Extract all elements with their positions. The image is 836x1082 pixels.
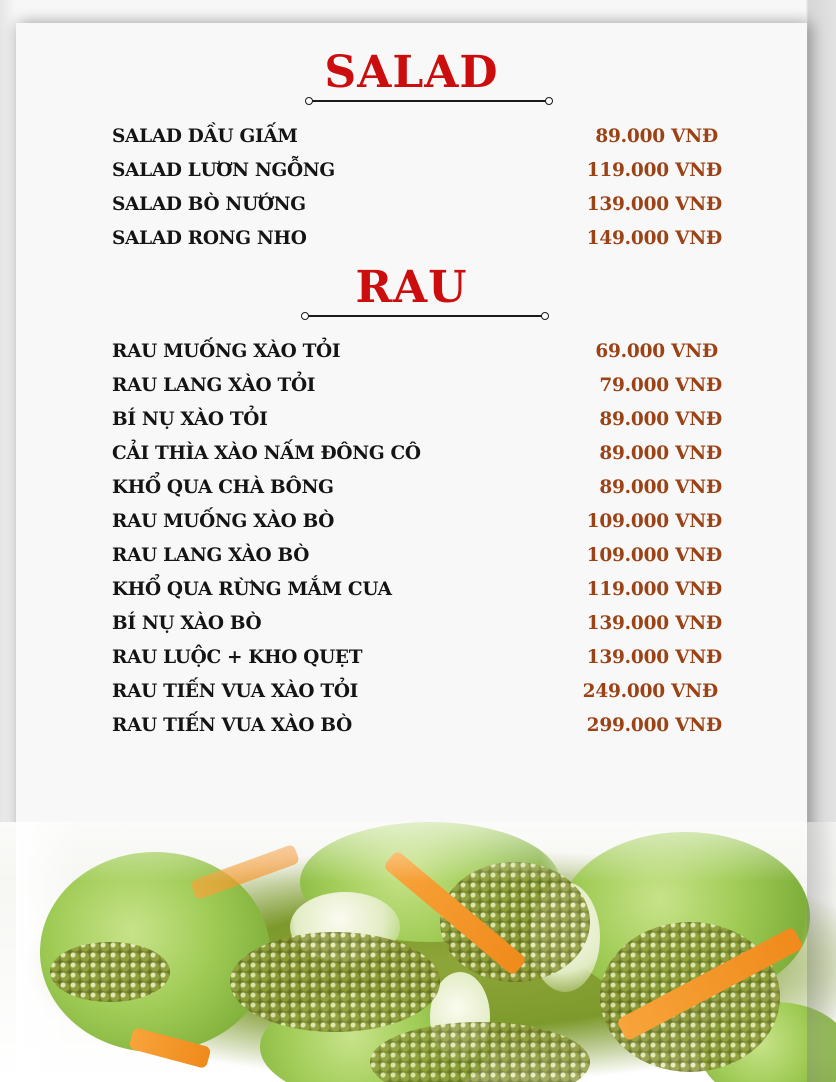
item-price: 109.000 VNĐ: [586, 545, 722, 566]
item-price: 139.000 VNĐ: [586, 647, 722, 668]
item-price: 299.000 VNĐ: [586, 715, 722, 736]
item-name: RAU MUỐNG XÀO BÒ: [112, 511, 335, 532]
item-name: SALAD DẦU GIẤM: [112, 126, 298, 147]
item-price: 89.000 VNĐ: [595, 126, 718, 147]
salad-item-list: [112, 123, 732, 259]
menu-item: [112, 157, 732, 191]
rau-item-list: [112, 338, 732, 746]
sea-grape-cluster: [50, 942, 170, 1002]
menu-item: [112, 678, 732, 712]
menu-item: [112, 123, 732, 157]
card-shadow: [807, 822, 836, 1082]
menu-item: [112, 225, 732, 259]
menu-item: [112, 644, 732, 678]
menu-item: [112, 508, 732, 542]
item-price: 119.000 VNĐ: [586, 160, 722, 181]
item-price: 149.000 VNĐ: [586, 228, 722, 249]
item-price: 119.000 VNĐ: [586, 579, 722, 600]
item-name: BÍ NỤ XÀO TỎI: [112, 409, 268, 430]
item-price: 69.000 VNĐ: [595, 341, 718, 362]
menu-item: [112, 610, 732, 644]
item-price: 109.000 VNĐ: [586, 511, 722, 532]
item-name: RAU LANG XÀO BÒ: [112, 545, 310, 566]
item-price: 139.000 VNĐ: [586, 613, 722, 634]
item-price: 249.000 VNĐ: [582, 681, 718, 702]
photo-top-haze: [0, 822, 836, 882]
item-name: RAU LUỘC + KHO QUẸT: [112, 647, 363, 668]
item-price: 79.000 VNĐ: [599, 375, 722, 396]
item-name: RAU TIẾN VUA XÀO TỎI: [112, 681, 359, 702]
item-name: KHỔ QUA RỪNG MẮM CUA: [112, 579, 392, 600]
sea-grape-cluster: [230, 932, 440, 1032]
menu-item: [112, 440, 732, 474]
section-divider: [309, 100, 549, 102]
menu-item: [112, 712, 732, 746]
item-name: RAU MUỐNG XÀO TỎI: [112, 341, 341, 362]
item-price: 139.000 VNĐ: [586, 194, 722, 215]
item-name: KHỔ QUA CHÀ BÔNG: [112, 477, 334, 498]
item-price: 89.000 VNĐ: [599, 477, 722, 498]
item-name: RAU TIẾN VUA XÀO BÒ: [112, 715, 352, 736]
section-divider: [305, 315, 545, 317]
item-price: 89.000 VNĐ: [599, 409, 722, 430]
item-name: RAU LANG XÀO TỎI: [112, 375, 316, 396]
menu-item: [112, 542, 732, 576]
menu-item: [112, 372, 732, 406]
menu-item: [112, 338, 732, 372]
item-name: BÍ NỤ XÀO BÒ: [112, 613, 262, 634]
item-name: CẢI THÌA XÀO NẤM ĐÔNG CÔ: [112, 443, 421, 464]
section-title-rau: RAU: [355, 262, 468, 313]
item-name: SALAD BÒ NƯỚNG: [112, 194, 306, 215]
item-price: 89.000 VNĐ: [599, 443, 722, 464]
sea-grape-salad-photo: [0, 822, 836, 1082]
menu-item: [112, 474, 732, 508]
item-name: SALAD LƯƠN NGỖNG: [112, 160, 335, 181]
section-title-salad: SALAD: [324, 47, 499, 98]
menu-item: [112, 576, 732, 610]
menu-item: [112, 406, 732, 440]
item-name: SALAD RONG NHO: [112, 228, 307, 249]
menu-item: [112, 191, 732, 225]
